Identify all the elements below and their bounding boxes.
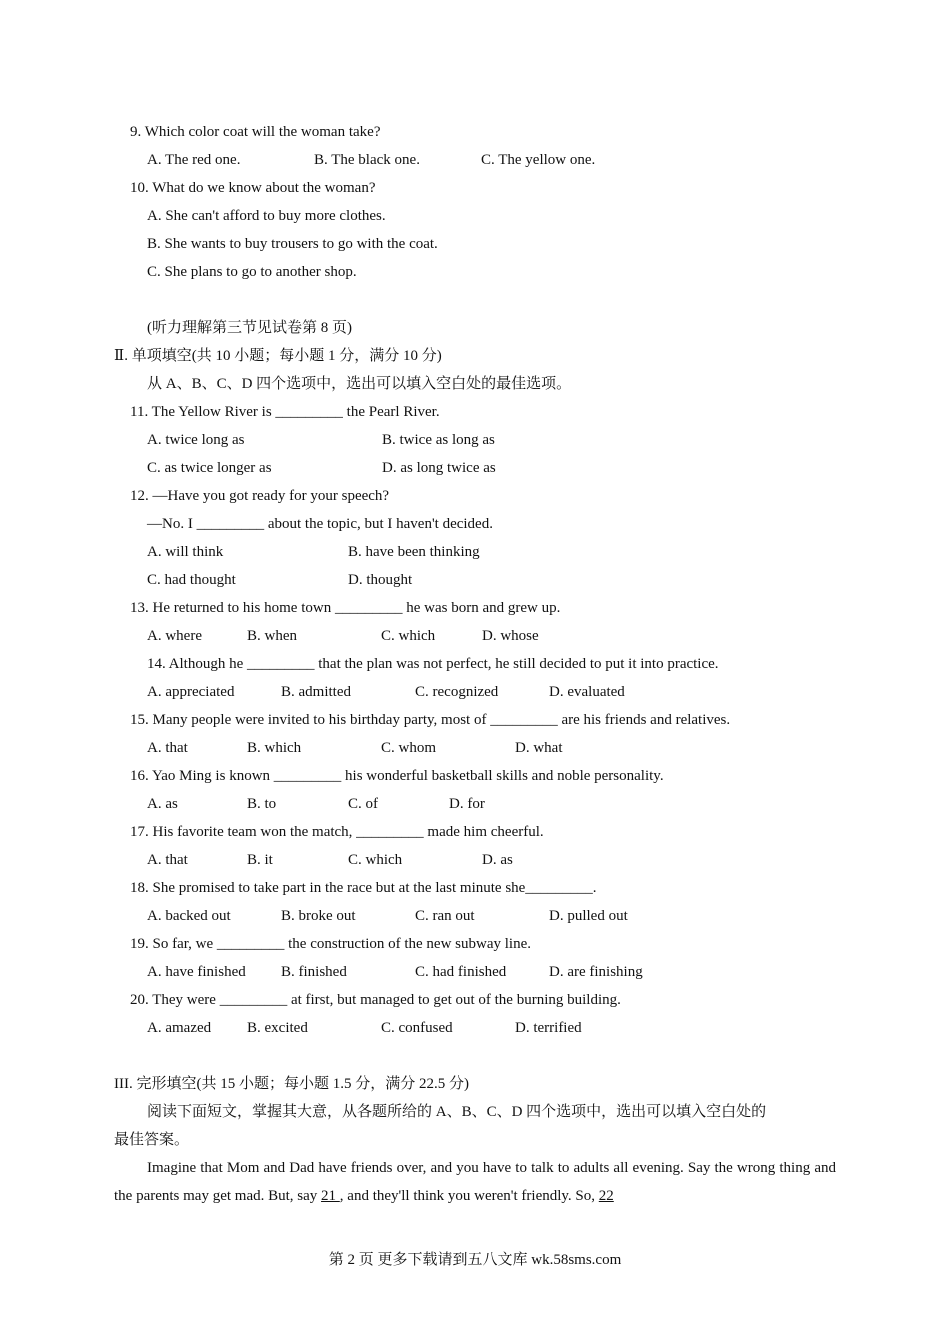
option-d: D. as long twice as (382, 460, 496, 476)
option-b: B. excited (247, 1020, 308, 1036)
blank-22: 22 (598, 1188, 614, 1204)
question-15-stem: 15. Many people were invited to his birthday party, most of _________ are his friends and relatives. (130, 712, 731, 728)
question-12-stem-reply: —No. I _________ about the topic, but I haven't decided. (147, 516, 493, 532)
option-b: B. to (247, 796, 277, 812)
option-a: A. The red one. (147, 152, 241, 168)
option-c: C. of (348, 796, 378, 812)
question-20-options (0, 1014, 950, 1042)
option-b: B. twice as long as (382, 432, 495, 448)
option-a: A. where (147, 628, 202, 644)
question-10-stem: 10. What do we know about the woman? (130, 180, 376, 196)
option-d: D. pulled out (549, 908, 628, 924)
question-11-options-row1 (0, 426, 950, 454)
option-c: C. as twice longer as (147, 460, 272, 476)
option-d: D. evaluated (549, 684, 625, 700)
blank-21: 21 (321, 1188, 340, 1204)
option-a: A. backed out (147, 908, 231, 924)
option-d: D. thought (348, 572, 413, 588)
option-a: A. have finished (147, 964, 246, 980)
question-20-stem: 20. They were _________ at first, but managed to get out of the burning building. (130, 992, 621, 1008)
listening-note: (听力理解第三节见试卷第 8 页) (147, 320, 352, 336)
option-d: D. as (482, 852, 513, 868)
option-c: C. confused (381, 1020, 453, 1036)
option-b: B. which (247, 740, 302, 756)
option-b: B. have been thinking (348, 544, 480, 560)
option-b: B. finished (281, 964, 347, 980)
question-12-options-row1 (0, 538, 950, 566)
question-16-options (0, 790, 950, 818)
option-c: C. had finished (415, 964, 507, 980)
question-15-options (0, 734, 950, 762)
section-2-instruction: 从 A、B、C、D 四个选项中，选出可以填入空白处的最佳选项。 (147, 376, 572, 392)
question-18-options (0, 902, 950, 930)
option-c: C. which (348, 852, 403, 868)
section-2-title: Ⅱ. 单项填空(共 10 小题；每小题 1 分，满分 10 分) (114, 348, 442, 364)
question-14-options (0, 678, 950, 706)
question-14-stem: 14. Although he _________ that the plan was not perfect, he still decided to put it into practice. (147, 656, 719, 672)
option-b: B. The black one. (314, 152, 420, 168)
option-a: A. as (147, 796, 178, 812)
option-d: D. for (449, 796, 485, 812)
option-d: D. are finishing (549, 964, 643, 980)
option-c: C. recognized (415, 684, 499, 700)
option-d: D. terrified (515, 1020, 582, 1036)
section-3-instruction: 阅读下面短文，掌握其大意，从各题所给的 A、B、C、D 四个选项中，选出可以填入空白处的 (147, 1104, 767, 1120)
option-a: A. will think (147, 544, 224, 560)
option-a: A. that (147, 740, 188, 756)
option-b: B. admitted (281, 684, 351, 700)
option-a: A. appreciated (147, 684, 235, 700)
question-12-stem: 12. —Have you got ready for your speech? (130, 488, 390, 504)
question-17-stem: 17. His favorite team won the match, _________ made him cheerful. (130, 824, 544, 840)
option-b: B. when (247, 628, 297, 644)
question-13-stem: 13. He returned to his home town _________ he was born and grew up. (130, 600, 561, 616)
passage-text: , and they'll think you weren't friendly. So, (339, 1188, 599, 1204)
option-d: D. what (515, 740, 563, 756)
page-footer: 第 2 页 更多下载请到五八文库 wk.58sms.com (328, 1252, 622, 1268)
question-18-stem: 18. She promised to take part in the race but at the last minute she_________. (130, 880, 597, 896)
option-d: D. whose (482, 628, 539, 644)
question-19-options (0, 958, 950, 986)
question-19-stem: 19. So far, we _________ the construction of the new subway line. (130, 936, 531, 952)
section-3-title: III. 完形填空(共 15 小题；每小题 1.5 分，满分 22.5 分) (114, 1076, 469, 1092)
option-c: C. whom (381, 740, 437, 756)
question-13-options (0, 622, 950, 650)
cloze-passage (114, 1154, 836, 1210)
question-11-options-row2 (0, 454, 950, 482)
option-c: C. had thought (147, 572, 236, 588)
question-9-options (0, 146, 950, 174)
question-11-stem: 11. The Yellow River is _________ the Pearl River. (130, 404, 440, 420)
option-a: A. amazed (147, 1020, 212, 1036)
passage-text: Imagine that Mom and Dad have friends over, and you have to talk to adults all evening. Say the wrong thing and the parents may get mad. But, say (114, 1160, 836, 1204)
option-c: C. The yellow one. (481, 152, 596, 168)
option-b: B. She wants to buy trousers to go with the coat. (147, 236, 438, 252)
question-17-options (0, 846, 950, 874)
exam-page (0, 118, 950, 1210)
option-a: A. that (147, 852, 188, 868)
question-12-options-row2 (0, 566, 950, 594)
question-9-stem: 9. Which color coat will the woman take? (130, 124, 381, 140)
option-a: A. twice long as (147, 432, 245, 448)
option-b: B. broke out (281, 908, 356, 924)
option-a: A. She can't afford to buy more clothes. (147, 208, 386, 224)
option-c: C. which (381, 628, 436, 644)
option-c: C. She plans to go to another shop. (147, 264, 357, 280)
option-c: C. ran out (415, 908, 475, 924)
question-16-stem: 16. Yao Ming is known _________ his wonderful basketball skills and noble personality. (130, 768, 664, 784)
option-b: B. it (247, 852, 273, 868)
section-3-instruction-cont: 最佳答案。 (114, 1132, 190, 1148)
